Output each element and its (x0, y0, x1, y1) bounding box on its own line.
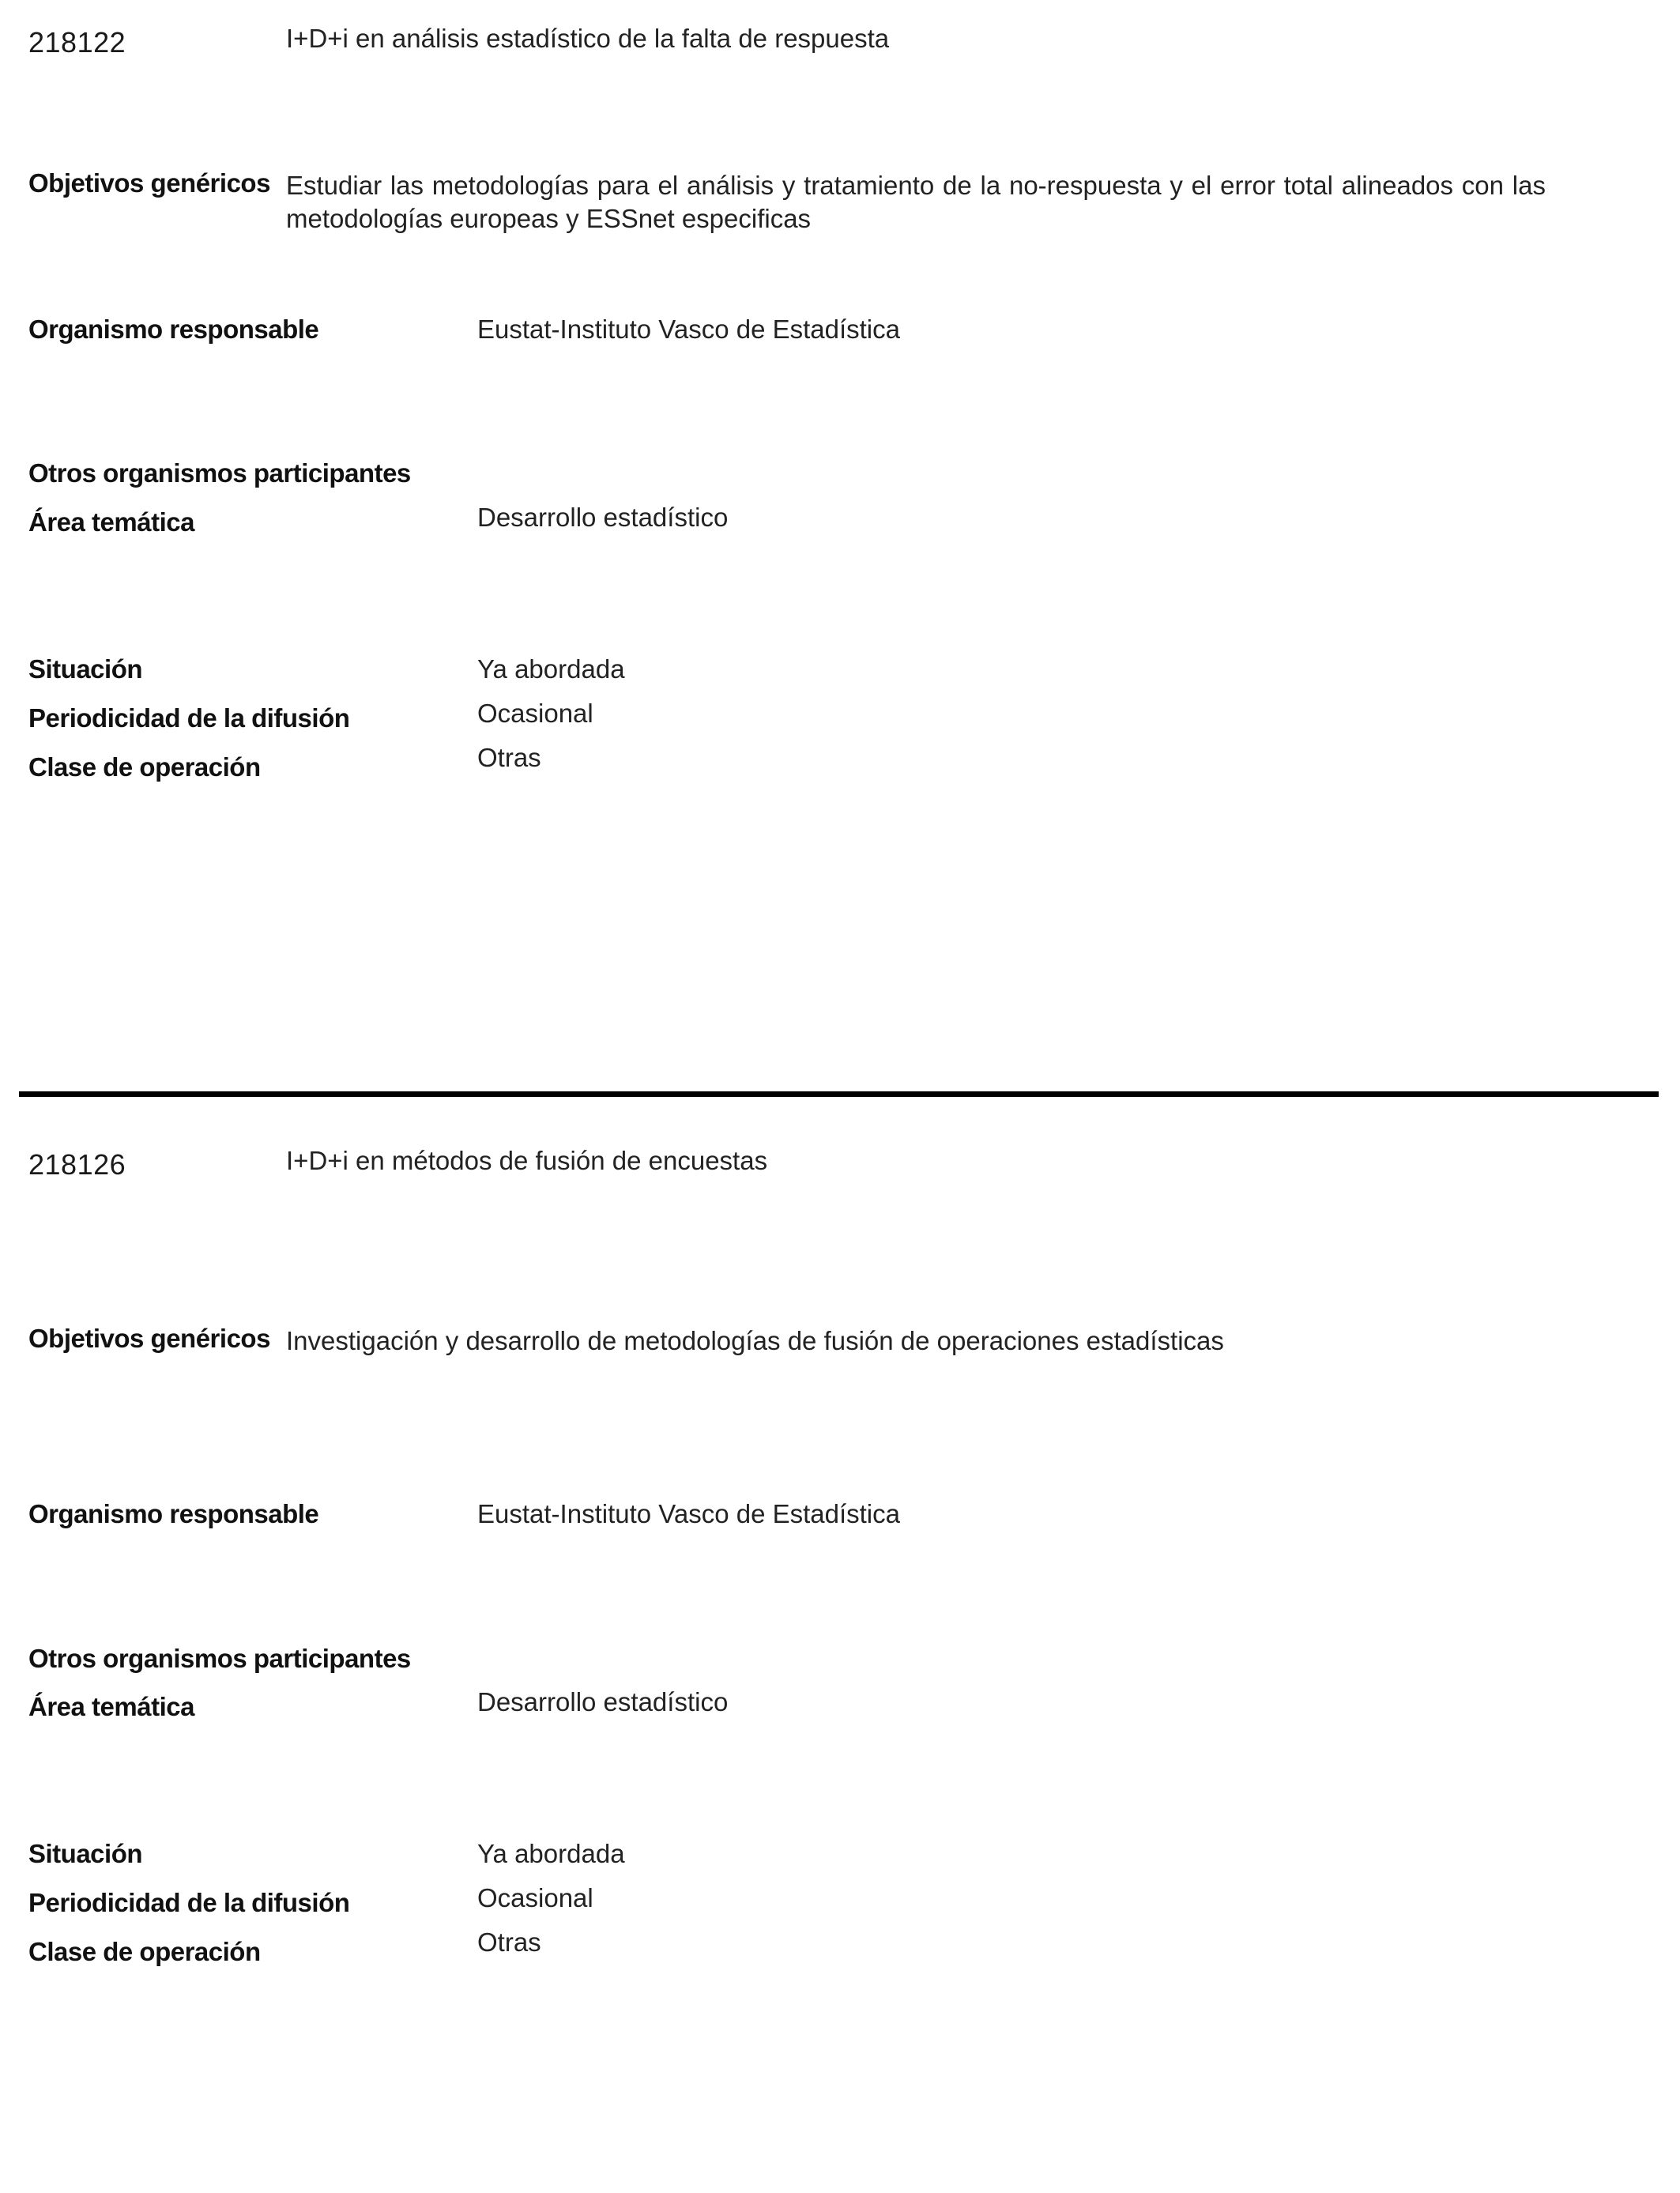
situacion-label: Situación (28, 1839, 143, 1868)
area-label: Área temática (28, 507, 194, 537)
otros-organismos-label: Otros organismos participantes (28, 458, 411, 488)
situacion-label: Situación (28, 654, 143, 684)
area-label: Área temática (28, 1692, 194, 1721)
operation-title: I+D+i en métodos de fusión de encuestas (286, 1146, 768, 1175)
objetivos-label: Objetivos genéricos (28, 1324, 270, 1353)
clase-label: Clase de operación (28, 1937, 261, 1966)
objetivos-label: Objetivos genéricos (28, 168, 270, 198)
area-value: Desarrollo estadístico (477, 503, 729, 532)
organismo-value: Eustat-Instituto Vasco de Estadística (477, 1499, 900, 1528)
operation-code: 218126 (28, 1148, 126, 1181)
clase-value: Otras (477, 1927, 541, 1957)
operation-title: I+D+i en análisis estadístico de la falta de respuesta (286, 24, 890, 53)
organismo-label: Organismo responsable (28, 315, 319, 344)
situacion-value: Ya abordada (477, 1839, 625, 1868)
operation-code: 218122 (28, 26, 126, 58)
record-separator (19, 1091, 1659, 1097)
clase-value: Otras (477, 743, 541, 772)
situacion-value: Ya abordada (477, 654, 625, 684)
periodicidad-label: Periodicidad de la difusión (28, 1888, 350, 1917)
objetivos-value: Estudiar las metodologías para el análisis y tratamiento de la no-respuesta y el error total alineados con las metodologías europeas y ESSnet especificas (286, 171, 1546, 233)
periodicidad-label: Periodicidad de la difusión (28, 703, 350, 733)
otros-organismos-label: Otros organismos participantes (28, 1644, 411, 1673)
objetivos-value: Investigación y desarrollo de metodologías de fusión de operaciones estadísticas (286, 1326, 1224, 1355)
periodicidad-value: Ocasional (477, 699, 593, 728)
clase-label: Clase de operación (28, 752, 261, 782)
area-value: Desarrollo estadístico (477, 1687, 729, 1716)
periodicidad-value: Ocasional (477, 1883, 593, 1912)
organismo-label: Organismo responsable (28, 1499, 319, 1528)
organismo-value: Eustat-Instituto Vasco de Estadística (477, 315, 900, 344)
